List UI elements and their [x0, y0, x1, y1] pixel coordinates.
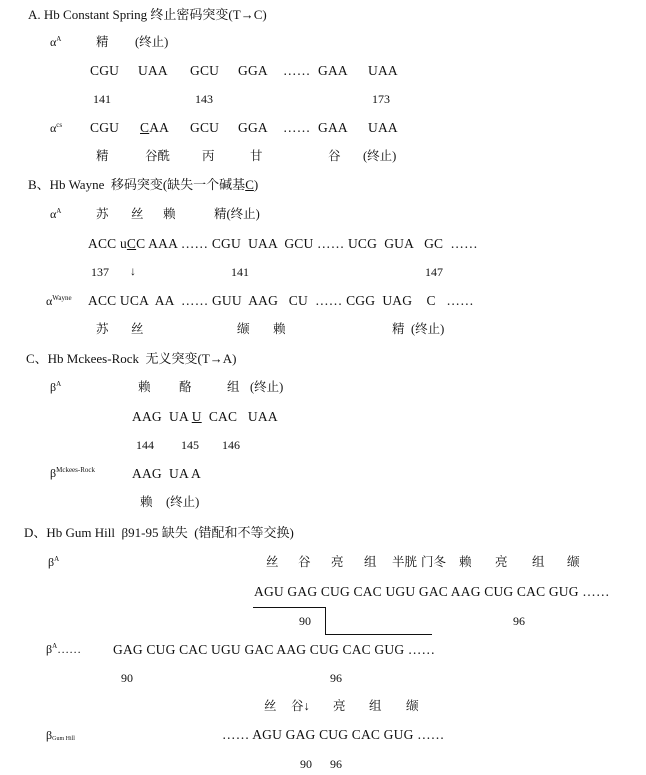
aa-label: 赖: [163, 207, 176, 221]
aa-label: (终止): [411, 322, 445, 336]
aa-label: 缬: [237, 322, 250, 336]
ellipsis: ……: [283, 63, 311, 78]
aa-label: 赖: [273, 322, 286, 336]
mutated-base: U: [191, 409, 202, 424]
aa-label: 缬: [567, 555, 580, 569]
aa-label: 亮: [495, 555, 508, 569]
aa-label: 谷↓: [291, 699, 310, 713]
aa-label: (终止): [166, 495, 200, 509]
codon: GGA: [238, 63, 268, 78]
position-number: 96: [330, 757, 342, 771]
alpha-a-label: $\alpha^A$: [50, 207, 62, 221]
aa-label: 精: [96, 149, 109, 163]
aa-label: (终止): [135, 35, 169, 49]
mutant-codon: CAA: [140, 120, 170, 135]
mutated-base: C: [140, 120, 150, 135]
aa-label: 精: [96, 35, 109, 49]
aa-label: 苏: [96, 322, 109, 336]
aa-label: 丝: [131, 322, 144, 336]
codon-sequence: AAG UA U CAC UAA: [132, 409, 278, 424]
codon: GCU: [190, 120, 220, 135]
aa-label: 谷: [298, 555, 311, 569]
codon: UAA: [368, 120, 398, 135]
alpha-cs-label: $\alpha^{cs}$: [50, 121, 63, 135]
aa-label: 谷: [328, 149, 341, 163]
codon-sequence: AAG UA A: [132, 466, 201, 481]
beta-gum-hill-label: $\beta_{Gum Hill}$: [46, 728, 75, 742]
aa-label: 缬: [406, 699, 419, 713]
section-a-title: A. Hb Constant Spring 终止密码突变(T→C): [28, 7, 267, 22]
position-number: 147: [425, 265, 443, 279]
codon: GCU: [190, 63, 220, 78]
aa-label: 半胱: [392, 555, 418, 569]
beta-a-label: $\beta^A$: [48, 555, 60, 569]
position-number: 145: [181, 438, 199, 452]
aa-label: 组: [532, 555, 545, 569]
position-number: 90: [299, 614, 311, 628]
codon: GAA: [318, 120, 348, 135]
position-number: 96: [513, 614, 525, 628]
position-number: 141: [93, 92, 111, 106]
codon: CGU: [90, 63, 120, 78]
beta-a-label: $\beta^A$: [50, 380, 62, 394]
aa-label: 谷酰: [145, 149, 171, 163]
aa-label: (终止): [250, 380, 284, 394]
aa-label: 亮: [333, 699, 346, 713]
aa-label: 赖: [459, 555, 472, 569]
position-number: 90: [300, 757, 312, 771]
deletion-arrow-icon: ↓: [130, 264, 136, 278]
aa-label: 组: [227, 380, 240, 394]
aa-label: 丙: [202, 149, 215, 163]
section-b-title: B、Hb Wayne 移码突变(缺失一个碱基C): [28, 177, 259, 192]
aa-label: 赖: [140, 495, 153, 509]
aa-label: 赖: [138, 380, 151, 394]
position-number: 96: [330, 671, 342, 685]
beta-mckees-label: $\beta^{Mckees-Rock}$: [50, 466, 95, 480]
position-number: 141: [231, 265, 249, 279]
codon-sequence: GAG CUG CAC UGU GAC AAG CUG CAC GUG ……: [113, 642, 436, 657]
aa-label: 丝: [131, 207, 144, 221]
aa-label: 丝: [264, 699, 277, 713]
position-number: 90: [121, 671, 133, 685]
section-c-title: C、Hb Mckees-Rock 无义突变(T→A): [26, 351, 237, 366]
aa-label: 精: [392, 322, 405, 336]
codon: GGA: [238, 120, 268, 135]
codon: GAA: [318, 63, 348, 78]
codon-sequence: ACC uCC AAA …… CGU UAA GCU …… UCG GUA GC ……: [88, 236, 478, 251]
aa-label: (终止): [363, 149, 397, 163]
crossover-bracket-top: [253, 607, 326, 608]
deleted-base: C: [126, 236, 137, 251]
position-number: 144: [136, 438, 154, 452]
codon-sequence: AGU GAG CUG CAC UGU GAC AAG CUG CAC GUG ……: [254, 584, 610, 599]
codon-sequence: ACC UCA AA …… GUU AAG CU …… CGG UAG C ……: [88, 293, 474, 308]
position-number: 173: [372, 92, 390, 106]
codon: UAA: [138, 63, 168, 78]
alpha-wayne-label: $\alpha^{Wayne}$: [46, 294, 72, 308]
aa-label: 酪: [179, 380, 192, 394]
codon: CGU: [90, 120, 120, 135]
position-number: 137: [91, 265, 109, 279]
aa-label: 丝: [266, 555, 279, 569]
crossover-bracket-bottom: [325, 634, 432, 635]
section-d-title: D、Hb Gum Hill β91-95 缺失 (错配和不等交换): [24, 525, 294, 540]
aa-label: 组: [364, 555, 377, 569]
aa-label: 亮: [331, 555, 344, 569]
crossover-bracket-vertical: [325, 607, 326, 635]
aa-label: 甘: [250, 149, 263, 163]
aa-label: 苏: [96, 207, 109, 221]
aa-label: 门冬: [421, 555, 447, 569]
alpha-a-label: $\alpha^A$: [50, 35, 62, 49]
codon: UAA: [368, 63, 398, 78]
position-number: 146: [222, 438, 240, 452]
position-number: 143: [195, 92, 213, 106]
ellipsis: ……: [283, 120, 311, 135]
codon-sequence: …… AGU GAG CUG CAC GUG ……: [222, 727, 445, 742]
aa-label: 组: [369, 699, 382, 713]
aa-label: 精(终止): [214, 207, 260, 221]
beta-a-label: $\beta^A\dots\dots$: [46, 642, 82, 656]
